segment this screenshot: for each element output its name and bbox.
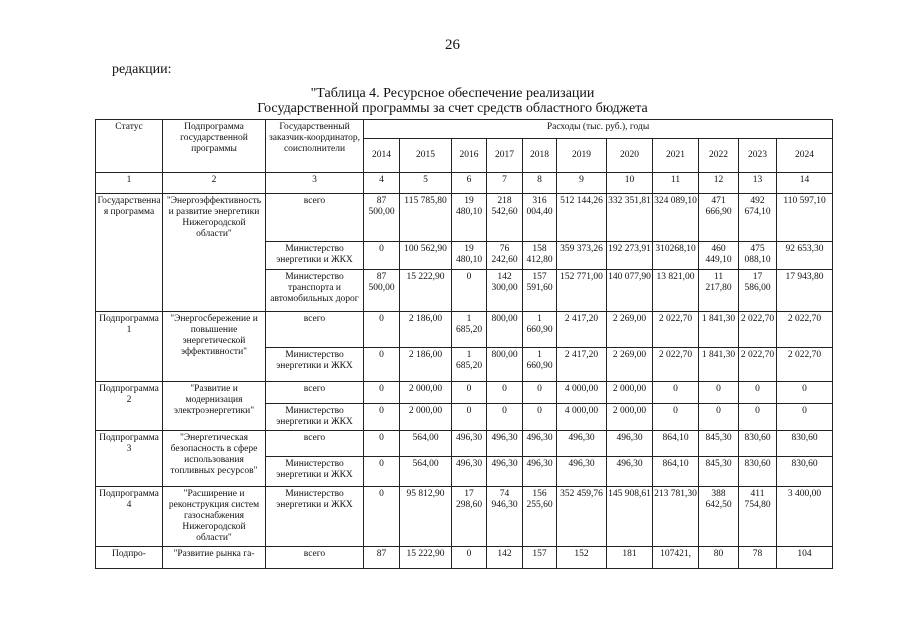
column-index-cell: 1 bbox=[96, 173, 163, 194]
amount-cell: 492 674,10 bbox=[739, 194, 777, 242]
amount-cell: 13 821,00 bbox=[653, 270, 699, 312]
amount-cell: 0 bbox=[699, 382, 739, 404]
amount-cell: 0 bbox=[364, 312, 400, 348]
amount-cell: 2 022,70 bbox=[653, 312, 699, 348]
amount-cell: 140 077,90 bbox=[607, 270, 653, 312]
amount-cell: 142 300,00 bbox=[487, 270, 523, 312]
amount-cell: 145 908,61 bbox=[607, 487, 653, 547]
executor-cell: Министерство энергетики и ЖКХ bbox=[266, 404, 364, 431]
amount-cell: 4 000,00 bbox=[557, 382, 607, 404]
table-title bbox=[0, 86, 905, 116]
amount-cell: 0 bbox=[487, 404, 523, 431]
amount-cell: 845,30 bbox=[699, 457, 739, 487]
header-expenses: Расходы (тыс. руб.), годы bbox=[364, 120, 833, 139]
amount-cell: 142 bbox=[487, 547, 523, 569]
column-index-cell: 5 bbox=[400, 173, 452, 194]
amount-cell: 0 bbox=[452, 270, 487, 312]
amount-cell: 496,30 bbox=[607, 457, 653, 487]
header-subprogram: Подпрограмма государственной программы bbox=[163, 120, 266, 173]
amount-cell: 0 bbox=[777, 404, 833, 431]
amount-cell: 0 bbox=[739, 382, 777, 404]
amount-cell: 411 754,80 bbox=[739, 487, 777, 547]
program-name-cell: "Энергетическая безопасность в сфере использования топливных ресурсов" bbox=[163, 431, 266, 487]
amount-cell: 1 685,20 bbox=[452, 312, 487, 348]
year-header-cell: 2018 bbox=[523, 139, 557, 173]
table-row bbox=[96, 487, 833, 547]
column-index-cell: 2 bbox=[163, 173, 266, 194]
amount-cell: 324 089,10 bbox=[653, 194, 699, 242]
column-index-cell: 7 bbox=[487, 173, 523, 194]
table-row bbox=[96, 312, 833, 348]
amount-cell: 1 841,30 bbox=[699, 312, 739, 348]
status-cell: Государственная программа bbox=[96, 194, 163, 312]
amount-cell: 332 351,81 bbox=[607, 194, 653, 242]
amount-cell: 2 000,00 bbox=[607, 404, 653, 431]
amount-cell: 15 222,90 bbox=[400, 547, 452, 569]
amount-cell: 78 bbox=[739, 547, 777, 569]
amount-cell: 352 459,76 bbox=[557, 487, 607, 547]
program-name-cell: "Развитие рынка га- bbox=[163, 547, 266, 569]
amount-cell: 0 bbox=[364, 242, 400, 270]
program-name-cell: "Энергоэффективность и развитие энергетики Нижегородской области" bbox=[163, 194, 266, 312]
column-index-cell: 14 bbox=[777, 173, 833, 194]
amount-cell: 2 186,00 bbox=[400, 348, 452, 382]
amount-cell: 310268,10 bbox=[653, 242, 699, 270]
amount-cell: 100 562,90 bbox=[400, 242, 452, 270]
amount-cell: 17 298,60 bbox=[452, 487, 487, 547]
year-header-cell: 2024 bbox=[777, 139, 833, 173]
column-index-cell: 6 bbox=[452, 173, 487, 194]
amount-cell: 3 400,00 bbox=[777, 487, 833, 547]
amount-cell: 0 bbox=[452, 404, 487, 431]
amount-cell: 0 bbox=[364, 431, 400, 457]
amount-cell: 107421, bbox=[653, 547, 699, 569]
amount-cell: 95 812,90 bbox=[400, 487, 452, 547]
amount-cell: 181 bbox=[607, 547, 653, 569]
header-row bbox=[96, 120, 833, 139]
amount-cell: 830,60 bbox=[739, 431, 777, 457]
amount-cell: 864,10 bbox=[653, 457, 699, 487]
amount-cell: 0 bbox=[487, 382, 523, 404]
amount-cell: 1 660,90 bbox=[523, 348, 557, 382]
amount-cell: 496,30 bbox=[523, 457, 557, 487]
amount-cell: 564,00 bbox=[400, 457, 452, 487]
amount-cell: 0 bbox=[523, 382, 557, 404]
amount-cell: 0 bbox=[653, 404, 699, 431]
column-index-cell: 4 bbox=[364, 173, 400, 194]
amount-cell: 218 542,60 bbox=[487, 194, 523, 242]
amount-cell: 2 022,70 bbox=[739, 312, 777, 348]
amount-cell: 512 144,26 bbox=[557, 194, 607, 242]
intro-text: редакции: bbox=[112, 62, 172, 77]
table-row bbox=[96, 431, 833, 457]
year-header-cell: 2016 bbox=[452, 139, 487, 173]
amount-cell: 87 500,00 bbox=[364, 194, 400, 242]
status-cell: Подпро- bbox=[96, 547, 163, 569]
amount-cell: 1 660,90 bbox=[523, 312, 557, 348]
amount-cell: 213 781,30 bbox=[653, 487, 699, 547]
amount-cell: 152 bbox=[557, 547, 607, 569]
amount-cell: 2 417,20 bbox=[557, 348, 607, 382]
amount-cell: 1 841,30 bbox=[699, 348, 739, 382]
amount-cell: 0 bbox=[364, 382, 400, 404]
amount-cell: 74 946,30 bbox=[487, 487, 523, 547]
header-coordinator: Государственный заказчик-координатор, соисполнители bbox=[266, 120, 364, 173]
amount-cell: 496,30 bbox=[487, 457, 523, 487]
amount-cell: 864,10 bbox=[653, 431, 699, 457]
amount-cell: 17 586,00 bbox=[739, 270, 777, 312]
executor-cell: всего bbox=[266, 431, 364, 457]
amount-cell: 17 943,80 bbox=[777, 270, 833, 312]
header-status: Статус bbox=[96, 120, 163, 173]
amount-cell: 496,30 bbox=[607, 431, 653, 457]
amount-cell: 359 373,26 bbox=[557, 242, 607, 270]
program-name-cell: "Расширение и реконструкция систем газоснабжения Нижегородской области" bbox=[163, 487, 266, 547]
amount-cell: 2 000,00 bbox=[607, 382, 653, 404]
amount-cell: 0 bbox=[699, 404, 739, 431]
status-cell: Подпрограмма 4 bbox=[96, 487, 163, 547]
executor-cell: Министерство транспорта и автомобильных дорог bbox=[266, 270, 364, 312]
amount-cell: 157 bbox=[523, 547, 557, 569]
year-header-cell: 2022 bbox=[699, 139, 739, 173]
amount-cell: 0 bbox=[739, 404, 777, 431]
amount-cell: 11 217,80 bbox=[699, 270, 739, 312]
amount-cell: 87 bbox=[364, 547, 400, 569]
program-name-cell: "Развитие и модернизация электроэнергетики" bbox=[163, 382, 266, 431]
amount-cell: 76 242,60 bbox=[487, 242, 523, 270]
amount-cell: 157 591,60 bbox=[523, 270, 557, 312]
amount-cell: 564,00 bbox=[400, 431, 452, 457]
amount-cell: 2 269,00 bbox=[607, 348, 653, 382]
year-header-cell: 2023 bbox=[739, 139, 777, 173]
amount-cell: 0 bbox=[777, 382, 833, 404]
amount-cell: 2 022,70 bbox=[777, 312, 833, 348]
amount-cell: 496,30 bbox=[557, 457, 607, 487]
amount-cell: 460 449,10 bbox=[699, 242, 739, 270]
table-title-line2: Государственной программы за счет средств областного бюджета bbox=[257, 101, 648, 116]
amount-cell: 104 bbox=[777, 547, 833, 569]
column-index-cell: 12 bbox=[699, 173, 739, 194]
amount-cell: 2 000,00 bbox=[400, 404, 452, 431]
status-cell: Подпрограмма 2 bbox=[96, 382, 163, 431]
amount-cell: 152 771,00 bbox=[557, 270, 607, 312]
executor-cell: всего bbox=[266, 382, 364, 404]
table-row bbox=[96, 194, 833, 242]
executor-cell: всего bbox=[266, 312, 364, 348]
amount-cell: 830,60 bbox=[777, 431, 833, 457]
status-cell: Подпрограмма 3 bbox=[96, 431, 163, 487]
amount-cell: 2 417,20 bbox=[557, 312, 607, 348]
amount-cell: 496,30 bbox=[523, 431, 557, 457]
amount-cell: 0 bbox=[364, 487, 400, 547]
column-index-cell: 9 bbox=[557, 173, 607, 194]
amount-cell: 471 666,90 bbox=[699, 194, 739, 242]
amount-cell: 2 186,00 bbox=[400, 312, 452, 348]
year-header-cell: 2015 bbox=[400, 139, 452, 173]
amount-cell: 800,00 bbox=[487, 312, 523, 348]
amount-cell: 4 000,00 bbox=[557, 404, 607, 431]
column-index-cell: 13 bbox=[739, 173, 777, 194]
amount-cell: 158 412,80 bbox=[523, 242, 557, 270]
amount-cell: 115 785,80 bbox=[400, 194, 452, 242]
amount-cell: 2 269,00 bbox=[607, 312, 653, 348]
amount-cell: 2 022,70 bbox=[739, 348, 777, 382]
column-index-cell: 10 bbox=[607, 173, 653, 194]
amount-cell: 19 480,10 bbox=[452, 194, 487, 242]
executor-cell: Министерство энергетики и ЖКХ bbox=[266, 487, 364, 547]
amount-cell: 0 bbox=[364, 457, 400, 487]
table-row bbox=[96, 382, 833, 404]
amount-cell: 80 bbox=[699, 547, 739, 569]
amount-cell: 0 bbox=[653, 382, 699, 404]
amount-cell: 1 685,20 bbox=[452, 348, 487, 382]
amount-cell: 92 653,30 bbox=[777, 242, 833, 270]
amount-cell: 19 480,10 bbox=[452, 242, 487, 270]
year-header-cell: 2014 bbox=[364, 139, 400, 173]
amount-cell: 192 273,91 bbox=[607, 242, 653, 270]
amount-cell: 2 022,70 bbox=[777, 348, 833, 382]
year-header-cell: 2021 bbox=[653, 139, 699, 173]
table-row bbox=[96, 547, 833, 569]
amount-cell: 830,60 bbox=[739, 457, 777, 487]
year-header-cell: 2020 bbox=[607, 139, 653, 173]
amount-cell: 0 bbox=[364, 404, 400, 431]
table-title-line1: "Таблица 4. Ресурсное обеспечение реализации bbox=[310, 86, 595, 101]
amount-cell: 496,30 bbox=[452, 431, 487, 457]
executor-cell: Министерство энергетики и ЖКХ bbox=[266, 348, 364, 382]
amount-cell: 496,30 bbox=[452, 457, 487, 487]
amount-cell: 388 642,50 bbox=[699, 487, 739, 547]
column-index-cell: 11 bbox=[653, 173, 699, 194]
amount-cell: 0 bbox=[523, 404, 557, 431]
executor-cell: Министерство энергетики и ЖКХ bbox=[266, 457, 364, 487]
amount-cell: 156 255,60 bbox=[523, 487, 557, 547]
amount-cell: 800,00 bbox=[487, 348, 523, 382]
amount-cell: 110 597,10 bbox=[777, 194, 833, 242]
amount-cell: 87 500,00 bbox=[364, 270, 400, 312]
executor-cell: всего bbox=[266, 194, 364, 242]
amount-cell: 496,30 bbox=[557, 431, 607, 457]
year-header-cell: 2017 bbox=[487, 139, 523, 173]
amount-cell: 496,30 bbox=[487, 431, 523, 457]
amount-cell: 475 088,10 bbox=[739, 242, 777, 270]
status-cell: Подпрограмма 1 bbox=[96, 312, 163, 382]
executor-cell: Министерство энергетики и ЖКХ bbox=[266, 242, 364, 270]
executor-cell: всего bbox=[266, 547, 364, 569]
amount-cell: 2 000,00 bbox=[400, 382, 452, 404]
amount-cell: 316 004,40 bbox=[523, 194, 557, 242]
page-number: 26 bbox=[445, 37, 460, 53]
amount-cell: 0 bbox=[452, 382, 487, 404]
amount-cell: 845,30 bbox=[699, 431, 739, 457]
column-index-cell: 3 bbox=[266, 173, 364, 194]
amount-cell: 830,60 bbox=[777, 457, 833, 487]
amount-cell: 0 bbox=[364, 348, 400, 382]
program-name-cell: "Энергосбережение и повышение энергетической эффективности" bbox=[163, 312, 266, 382]
column-index-cell: 8 bbox=[523, 173, 557, 194]
amount-cell: 0 bbox=[452, 547, 487, 569]
amount-cell: 15 222,90 bbox=[400, 270, 452, 312]
year-header-cell: 2019 bbox=[557, 139, 607, 173]
index-row bbox=[96, 173, 833, 194]
budget-table bbox=[95, 119, 833, 569]
amount-cell: 2 022,70 bbox=[653, 348, 699, 382]
